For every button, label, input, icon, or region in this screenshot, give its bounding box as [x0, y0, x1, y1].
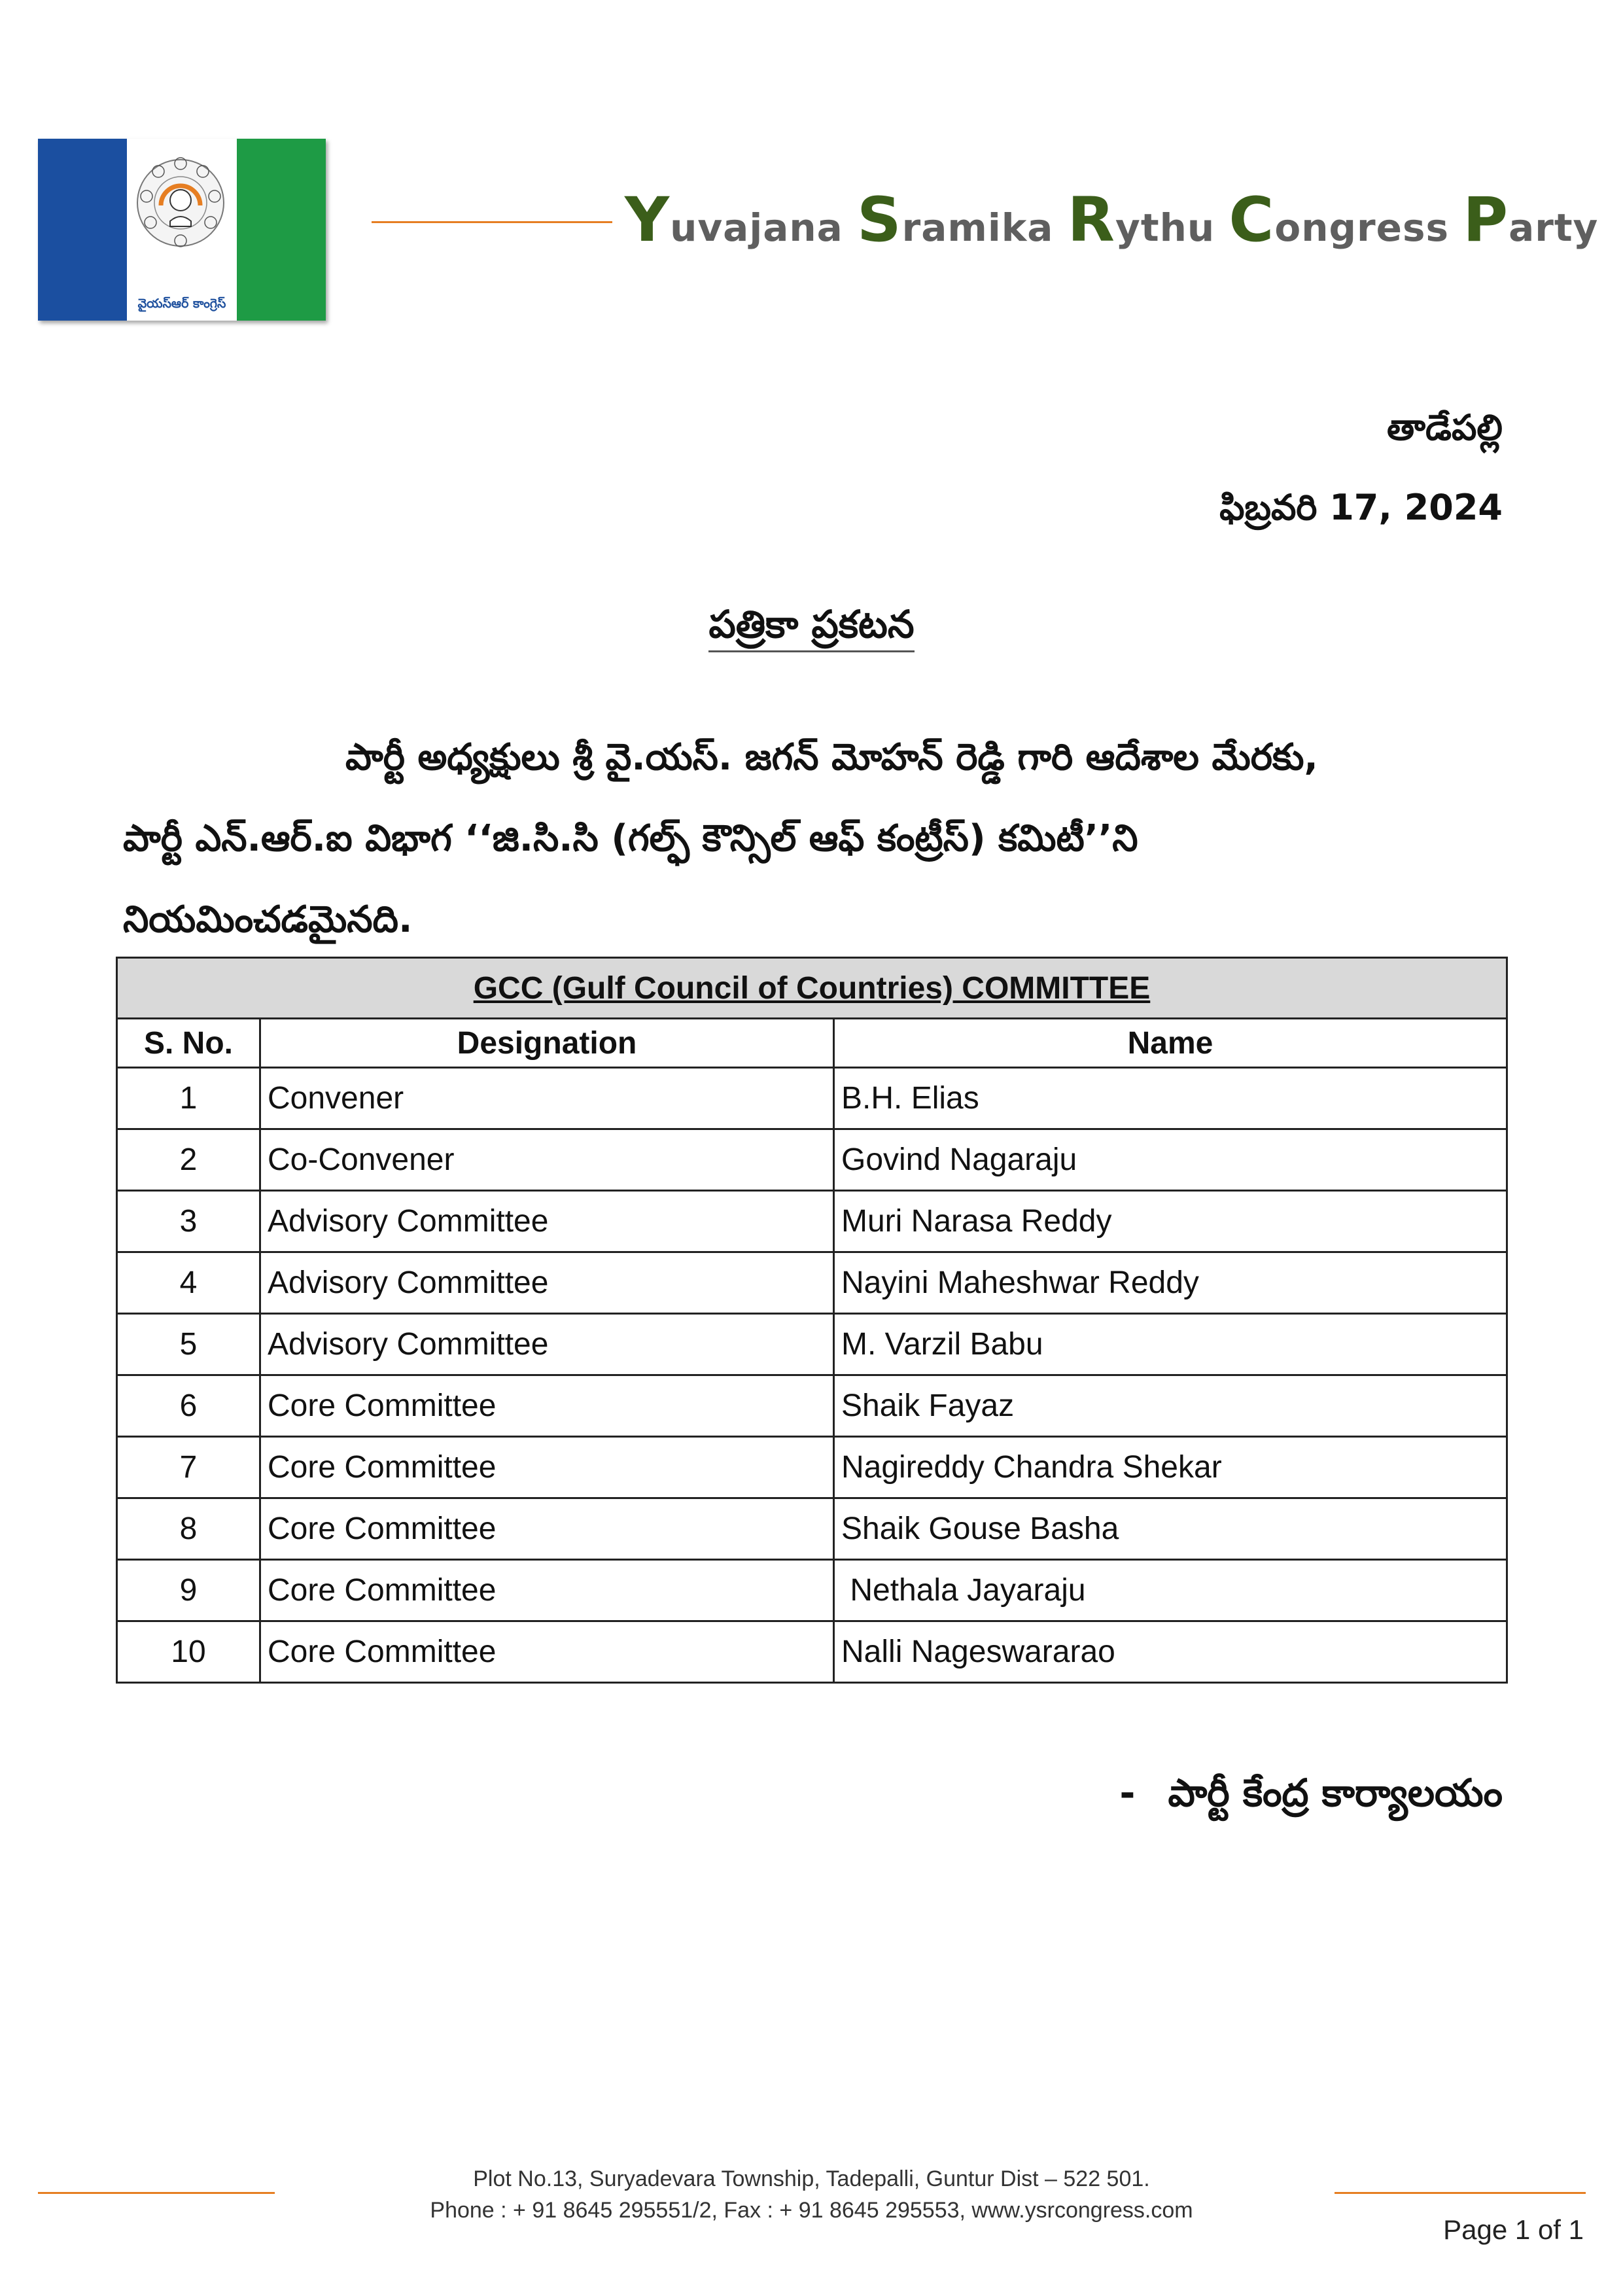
cell-designation: Core Committee — [260, 1498, 834, 1560]
cell-name: Shaik Fayaz — [834, 1375, 1507, 1437]
cell-sno: 2 — [117, 1129, 260, 1191]
party-name-word: uvajana — [670, 205, 857, 250]
party-name-word: arty — [1509, 205, 1599, 250]
table-row — [117, 1129, 1507, 1191]
cell-sno: 4 — [117, 1252, 260, 1314]
footer-contact: Phone : + 91 8645 295551/2, Fax : + 91 8645 295553, www.ysrcongress.com — [430, 2198, 1193, 2223]
cell-name: B.H. Elias — [834, 1068, 1507, 1129]
cell-sno: 5 — [117, 1314, 260, 1375]
header-divider — [372, 221, 612, 223]
signoff-dash: - — [1119, 1771, 1136, 1815]
party-name-initial: Y — [625, 185, 671, 256]
cell-sno: 9 — [117, 1560, 260, 1621]
paragraph-line-3: నియమించడమైనది. — [123, 898, 413, 941]
cell-sno: 8 — [117, 1498, 260, 1560]
cell-designation: Co-Convener — [260, 1129, 834, 1191]
cell-designation: Convener — [260, 1068, 834, 1129]
signoff-text: పార్టీ కేంద్ర కార్యాలయం — [1168, 1771, 1503, 1815]
table-title-text: GCC (Gulf Council of Countries) COMMITTEE — [473, 970, 1151, 1006]
table-body — [117, 1068, 1507, 1683]
cell-name: Muri Narasa Reddy — [834, 1191, 1507, 1252]
table-row — [117, 1375, 1507, 1437]
party-name — [625, 185, 1599, 256]
table-row — [117, 1252, 1507, 1314]
cell-designation: Core Committee — [260, 1375, 834, 1437]
table-row — [117, 1560, 1507, 1621]
cell-name: Nagireddy Chandra Shekar — [834, 1437, 1507, 1498]
logo-caption: వైయస్ఆర్ కాంగ్రెస్ — [137, 296, 226, 311]
cell-sno: 10 — [117, 1621, 260, 1683]
place: తాడేపల్లి — [1387, 407, 1503, 448]
cell-sno: 1 — [117, 1068, 260, 1129]
column-header-sno: S. No. — [117, 1019, 260, 1068]
footer — [0, 2163, 1623, 2226]
cell-designation: Advisory Committee — [260, 1191, 834, 1252]
cell-name: Nalli Nageswararao — [834, 1621, 1507, 1683]
paragraph-line-1: పార్టీ అధ్యక్షులు శ్రీ వై.యస్. జగన్ మోహన్ రెడ్డి గారి ఆదేశాల మేరకు, — [345, 736, 1318, 779]
column-header-name: Name — [834, 1019, 1507, 1068]
paragraph-line-2: పార్టీ ఎన్.ఆర్.ఐ విభాగ ‘‘జి.సి.సి (గల్ఫ్ కౌన్సిల్ ఆఫ్ కంట్రీస్) కమిటీ’’ని — [123, 817, 1138, 860]
party-name-initial: P — [1463, 185, 1509, 256]
press-release-heading — [0, 602, 1623, 656]
cell-name: Nayini Maheshwar Reddy — [834, 1252, 1507, 1314]
cell-designation: Advisory Committee — [260, 1252, 834, 1314]
party-emblem-icon — [132, 145, 229, 276]
table-row — [117, 1437, 1507, 1498]
cell-sno: 3 — [117, 1191, 260, 1252]
table-header-row — [117, 1019, 1507, 1068]
table-title — [117, 958, 1507, 1019]
party-name-initial: R — [1067, 185, 1116, 256]
table-row — [117, 1191, 1507, 1252]
party-name-initial: C — [1229, 185, 1275, 256]
logo-blue-band — [38, 139, 127, 321]
table-row — [117, 1621, 1507, 1683]
committee-table — [116, 957, 1508, 1684]
table-row — [117, 1314, 1507, 1375]
cell-sno: 6 — [117, 1375, 260, 1437]
party-name-word: ongress — [1274, 205, 1463, 250]
cell-designation: Advisory Committee — [260, 1314, 834, 1375]
page-number: Page 1 of 1 — [1443, 2214, 1584, 2245]
cell-name: Shaik Gouse Basha — [834, 1498, 1507, 1560]
date: ఫిబ్రవరి 17, 2024 — [1219, 487, 1503, 528]
table-title-row — [117, 958, 1507, 1019]
party-logo — [38, 139, 326, 321]
column-header-designation: Designation — [260, 1019, 834, 1068]
cell-name: M. Varzil Babu — [834, 1314, 1507, 1375]
cell-name: Nethala Jayaraju — [834, 1560, 1507, 1621]
cell-designation: Core Committee — [260, 1621, 834, 1683]
party-name-word: ythu — [1115, 205, 1229, 250]
heading-text: పత్రికా ప్రకటన — [708, 602, 914, 652]
announcement-paragraph — [123, 717, 1438, 961]
cell-name: Govind Nagaraju — [834, 1129, 1507, 1191]
table-row — [117, 1068, 1507, 1129]
party-name-word: ramika — [901, 205, 1068, 250]
logo-green-band — [237, 139, 326, 321]
cell-sno: 7 — [117, 1437, 260, 1498]
cell-designation: Core Committee — [260, 1560, 834, 1621]
party-name-initial: S — [856, 185, 902, 256]
cell-designation: Core Committee — [260, 1437, 834, 1498]
signoff — [1119, 1771, 1503, 1825]
table-row — [117, 1498, 1507, 1560]
logo-white-band — [127, 139, 236, 321]
footer-address: Plot No.13, Suryadevara Township, Tadepalli, Guntur Dist – 522 501. — [473, 2166, 1150, 2191]
